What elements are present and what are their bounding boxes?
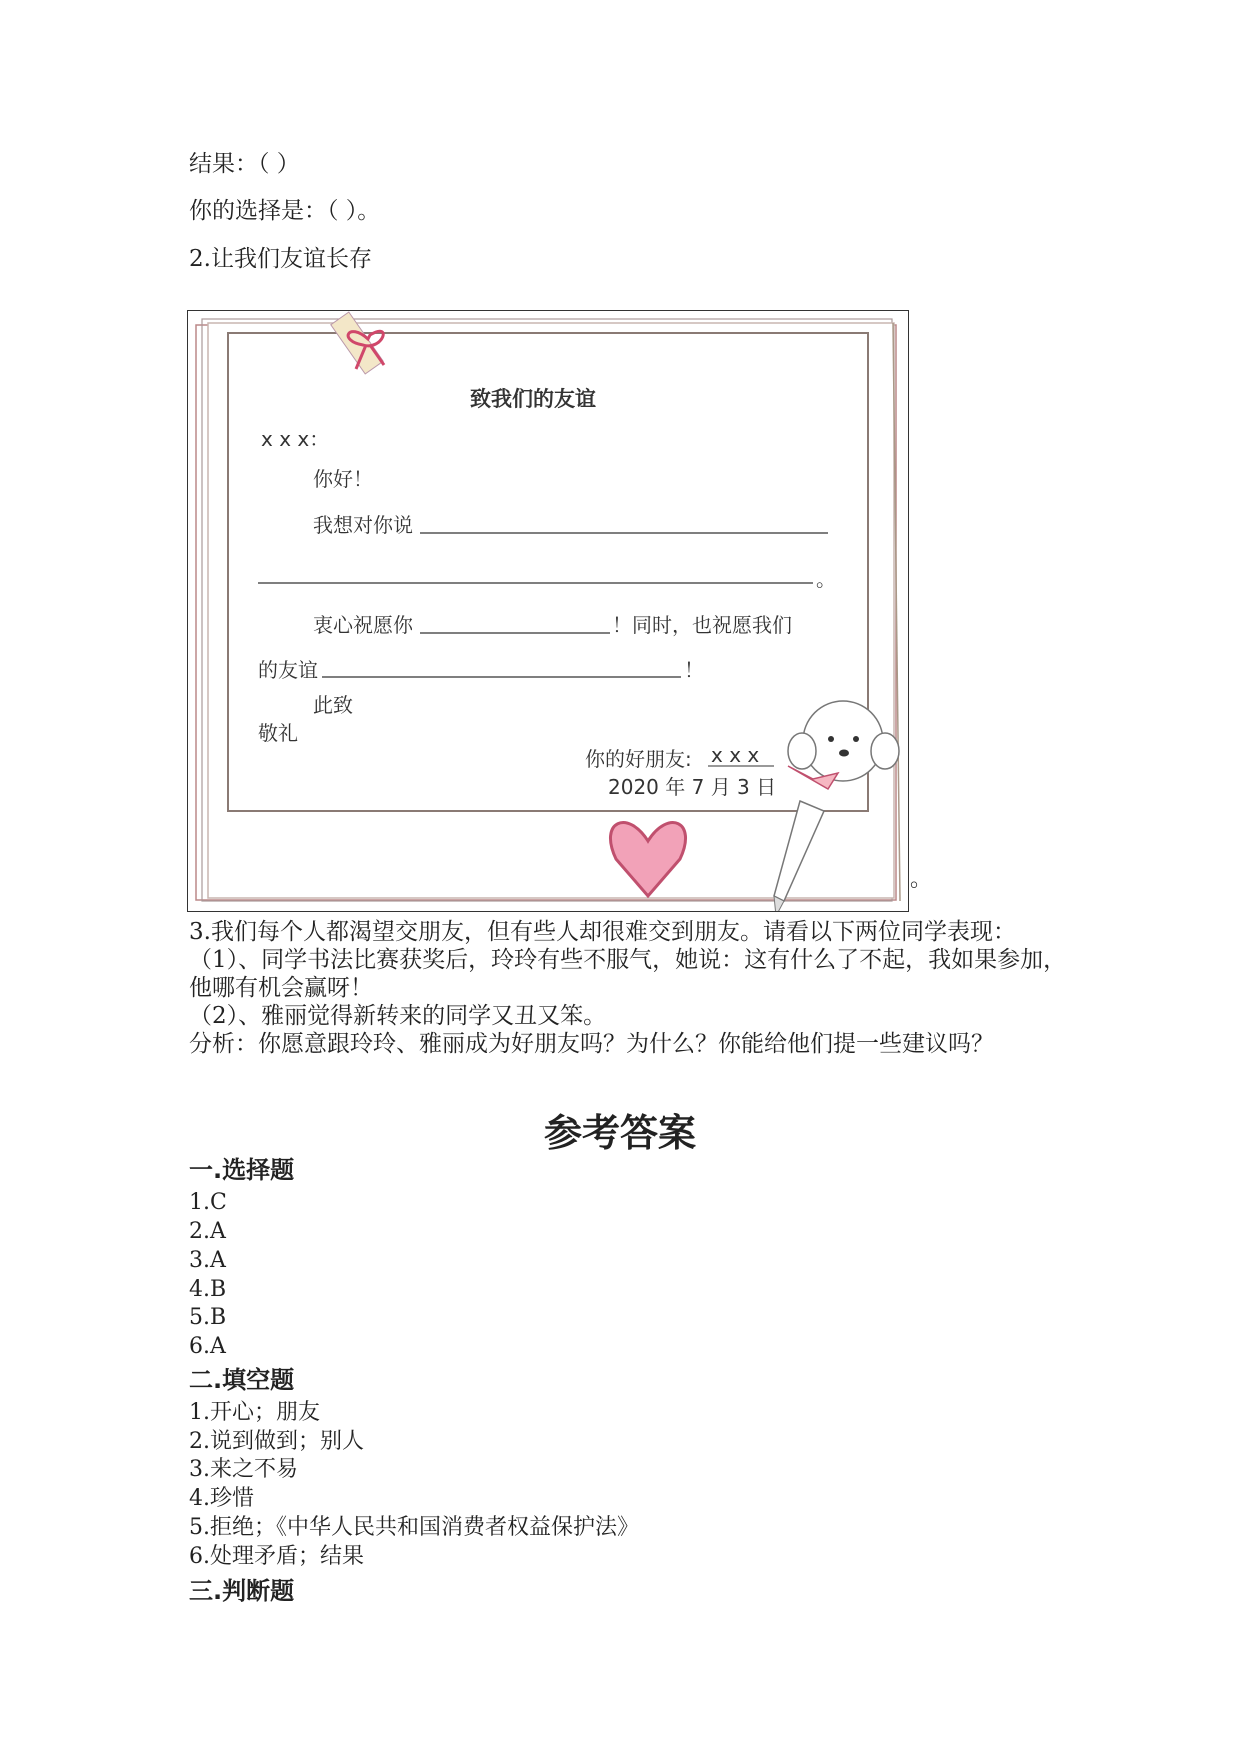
letter-date: 2020 年 7 月 3 日 bbox=[608, 775, 777, 799]
section-fill-heading: 二.填空题 bbox=[189, 1366, 295, 1394]
letter-line-4-start: 的友谊 bbox=[258, 658, 318, 682]
section-judge-heading: 三.判断题 bbox=[189, 1577, 295, 1605]
question-2-title: 2.让我们友谊长存 bbox=[189, 246, 372, 272]
result-line: 结果：（ ） bbox=[189, 151, 300, 177]
letter-greeting: 你好！ bbox=[313, 467, 373, 491]
answer-fill-2: 2.说到做到；别人 bbox=[189, 1429, 364, 1454]
letter-salutation: x x x： bbox=[261, 427, 330, 451]
answer-fill-1: 1.开心；朋友 bbox=[189, 1400, 320, 1425]
letter-line-1: 我想对你说 bbox=[313, 513, 413, 537]
answer-choice-1: 1.C bbox=[189, 1190, 227, 1215]
answer-fill-5: 5.拒绝；《中华人民共和国消费者权益保护法》 bbox=[189, 1515, 639, 1540]
answer-choice-3: 3.A bbox=[189, 1248, 226, 1273]
letter-line-3-start: 衷心祝愿你 bbox=[313, 613, 413, 637]
letter-line-4-end: ！ bbox=[684, 658, 704, 682]
letter-line-3-mid: ！同时，也祝愿我们 bbox=[612, 613, 792, 637]
answer-choice-4: 4.B bbox=[189, 1277, 227, 1302]
image-trailing-period: 。 bbox=[910, 867, 933, 892]
answer-fill-3: 3.来之不易 bbox=[189, 1457, 298, 1482]
answer-choice-6: 6.A bbox=[189, 1334, 226, 1359]
choice-line: 你的选择是：（ ）。 bbox=[189, 198, 381, 224]
section-choice-heading: 一.选择题 bbox=[189, 1156, 295, 1184]
answer-fill-6: 6.处理矛盾；结果 bbox=[189, 1544, 364, 1569]
question-3-item-2: （2）、雅丽觉得新转来的同学又丑又笨。 bbox=[189, 1003, 607, 1029]
letter-signature-label: 你的好朋友: bbox=[585, 747, 692, 771]
answer-choice-5: 5.B bbox=[189, 1305, 227, 1330]
letter-closing-1: 此致 bbox=[313, 693, 353, 717]
answer-choice-2: 2.A bbox=[189, 1219, 226, 1244]
question-3 bbox=[189, 918, 1069, 1058]
letter-title: 致我们的友谊 bbox=[470, 387, 596, 411]
question-3-intro: 3.我们每个人都渴望交朋友，但有些人却很难交到朋友。请看以下两位同学表现： bbox=[189, 919, 1016, 945]
letter-closing-2: 敬礼 bbox=[258, 721, 298, 745]
answer-fill-4: 4.珍惜 bbox=[189, 1486, 254, 1511]
question-3-item-1: （1）、同学书法比赛获奖后，玲玲有些不服气，她说：这有什么了不起，我如果参加，他哪有机会赢呀！ bbox=[189, 947, 1067, 1001]
friendship-letter-card bbox=[187, 310, 909, 912]
letter-line-2-end: 。 bbox=[816, 567, 836, 591]
answer-key-title: 参考答案 bbox=[543, 1111, 696, 1155]
question-3-analysis: 分析：你愿意跟玲玲、雅丽成为好朋友吗？为什么？你能给他们提一些建议吗？ bbox=[189, 1031, 994, 1057]
letter-signature-name: x x x bbox=[711, 743, 760, 767]
